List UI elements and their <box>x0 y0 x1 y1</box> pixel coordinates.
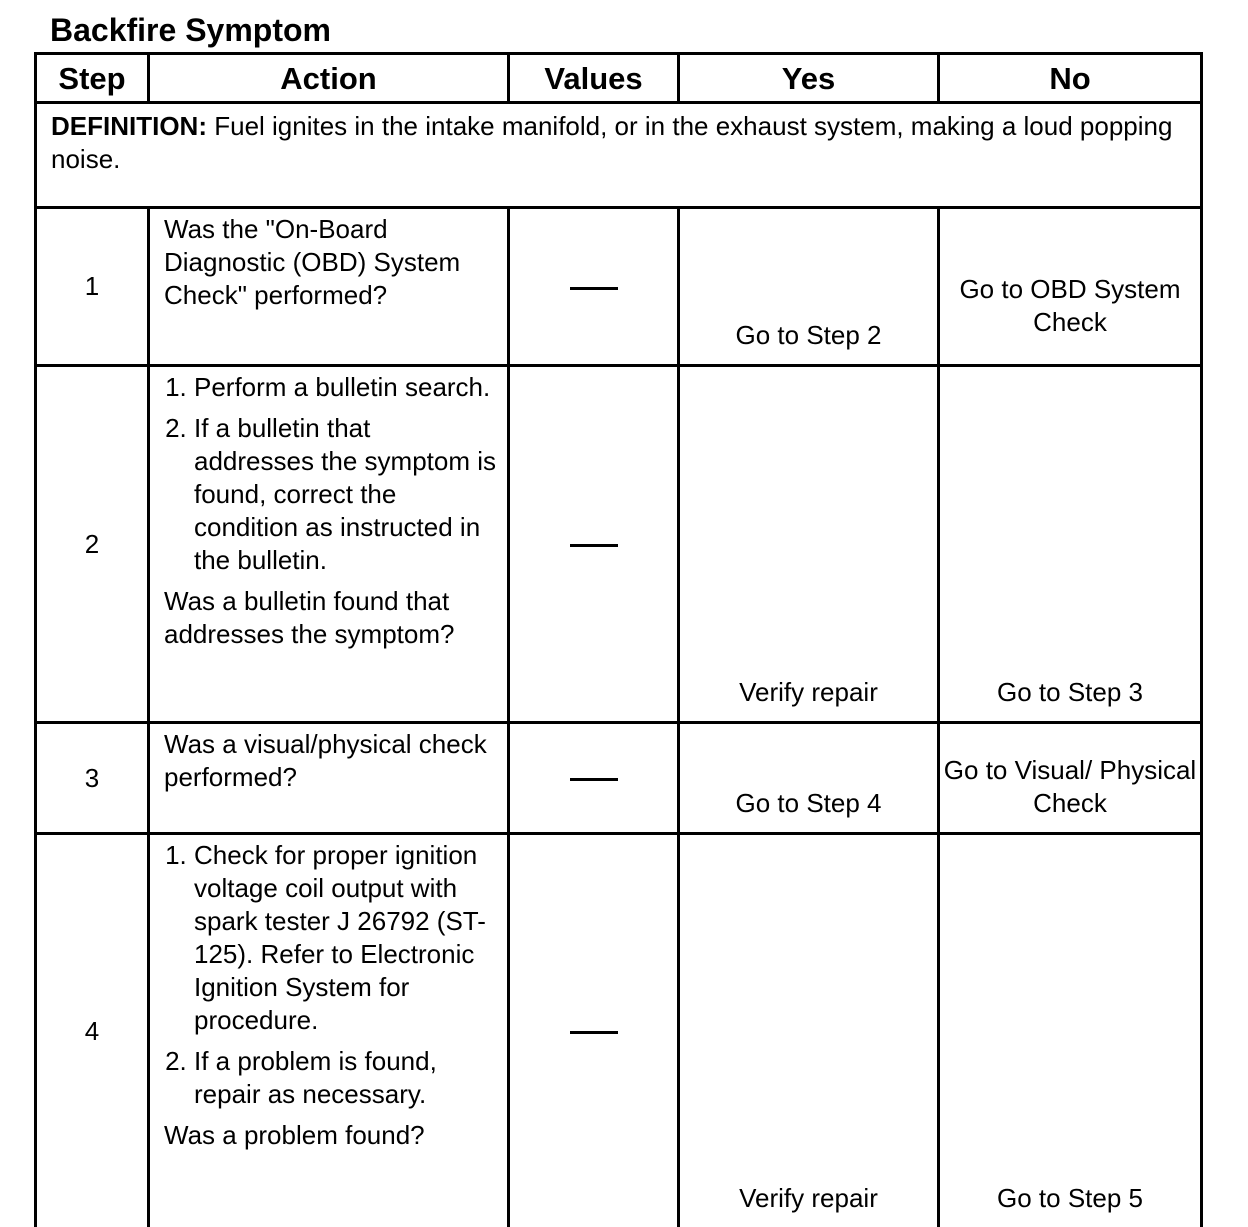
empty-value-dash <box>570 544 618 547</box>
definition-row <box>36 103 1202 208</box>
column-header-action: Action <box>149 54 509 103</box>
table-row <box>36 834 1202 1227</box>
values-cell <box>509 366 679 723</box>
page-title: Backfire Symptom <box>50 10 331 50</box>
action-question: Was the "On-Board Diagnostic (OBD) System Check" performed? <box>164 213 497 312</box>
no-result: Go to Visual/ Physical Check <box>939 723 1202 834</box>
action-step-item: 2. If a bulletin that addresses the symptom is found, correct the condition as instructed in the bulletin. <box>194 412 497 577</box>
action-step-item: 1. Perform a bulletin search. <box>194 371 497 404</box>
empty-value-dash <box>570 1031 618 1034</box>
action-question: Was a visual/physical check performed? <box>164 728 497 794</box>
action-question: Was a bulletin found that addresses the symptom? <box>164 585 497 651</box>
table-row <box>36 723 1202 834</box>
empty-value-dash <box>570 287 618 290</box>
action-cell <box>149 834 509 1227</box>
no-result: Go to OBD System Check <box>939 208 1202 366</box>
yes-result: Go to Step 2 <box>679 208 939 366</box>
step-number: 3 <box>36 723 149 834</box>
no-result: Go to Step 5 <box>939 834 1202 1227</box>
column-header-values: Values <box>509 54 679 103</box>
action-steps-list <box>164 839 497 1111</box>
step-number: 4 <box>36 834 149 1227</box>
header-row <box>36 54 1202 103</box>
yes-result: Go to Step 4 <box>679 723 939 834</box>
column-header-no: No <box>939 54 1202 103</box>
yes-result: Verify repair <box>679 366 939 723</box>
values-cell <box>509 208 679 366</box>
step-number: 2 <box>36 366 149 723</box>
yes-result: Verify repair <box>679 834 939 1227</box>
column-header-step: Step <box>36 54 149 103</box>
definition-label: DEFINITION: <box>51 111 207 141</box>
table-row <box>36 208 1202 366</box>
definition-cell <box>36 103 1202 208</box>
action-cell <box>149 723 509 834</box>
action-step-item: 1. Check for proper ignition voltage coil output with spark tester J 26792 (ST-125). Refer to Electronic Ignition System for procedure. <box>194 839 497 1037</box>
column-header-yes: Yes <box>679 54 939 103</box>
step-number: 1 <box>36 208 149 366</box>
values-cell <box>509 834 679 1227</box>
action-cell <box>149 208 509 366</box>
action-question: Was a problem found? <box>164 1119 497 1152</box>
table-row <box>36 366 1202 723</box>
action-cell <box>149 366 509 723</box>
empty-value-dash <box>570 778 618 781</box>
diagnostic-table <box>34 52 1203 1227</box>
no-result: Go to Step 3 <box>939 366 1202 723</box>
definition-text: Fuel ignites in the intake manifold, or in the exhaust system, making a loud popping noise. <box>51 111 1172 174</box>
action-steps-list <box>164 371 497 577</box>
action-step-item: 2. If a problem is found, repair as necessary. <box>194 1045 497 1111</box>
values-cell <box>509 723 679 834</box>
